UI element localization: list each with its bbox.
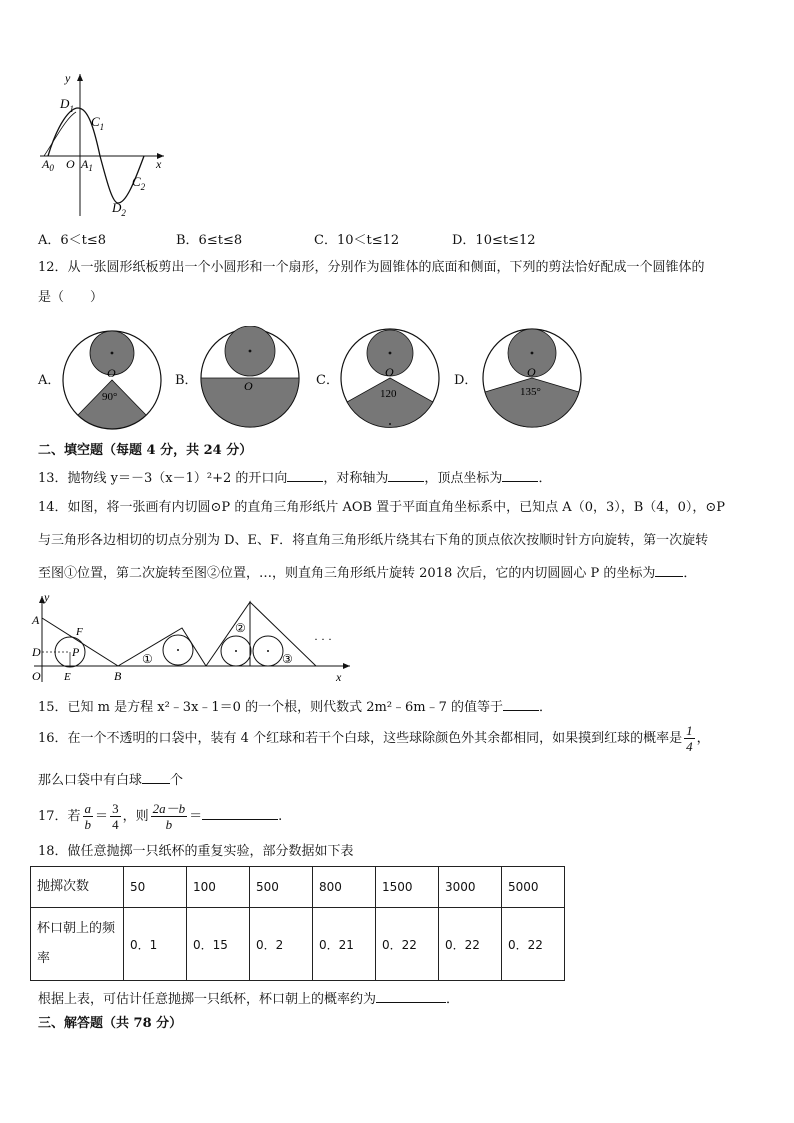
- q14-figure: [30, 590, 360, 686]
- q12-option-b-figure: [198, 326, 302, 430]
- q12-c-angle: 120: [380, 388, 397, 400]
- q11-x-label: x: [156, 157, 162, 171]
- q13-blank-3[interactable]: [502, 468, 538, 482]
- q18-row2-header: 杯口朝上的频率: [31, 908, 124, 981]
- q16-line1: [38, 722, 710, 756]
- q16-blank[interactable]: [142, 770, 170, 784]
- q18-count-cell: 5000: [502, 867, 565, 908]
- q18-freq-cell: 0．22: [376, 908, 439, 981]
- q17-end: .: [278, 809, 283, 824]
- section2-title: 二、填空题（每题 4 分，共 24 分）: [38, 443, 253, 458]
- q12-option-d-label[interactable]: D．: [454, 373, 478, 388]
- q18-after: [38, 989, 459, 1009]
- q18-row1-header: 抛掷次数: [31, 867, 124, 908]
- q11-c1-label: $C_1$: [91, 114, 105, 132]
- q14-mark-3: ③: [282, 652, 293, 666]
- q14-a-label: A: [32, 613, 40, 627]
- q17-line: 17．若 $\frac{a}{b}$ ＝ $\frac{3}{4}$ ，则 $\frac{2a-b}{b}$ ＝ .: [38, 801, 283, 832]
- q13-mid1: ，对称轴为: [323, 471, 389, 486]
- table-row: [31, 867, 565, 908]
- q15-end: ．: [539, 700, 553, 715]
- q18-freq-cell: 0．2: [250, 908, 313, 981]
- q13-end: ．: [538, 471, 552, 486]
- q11-y-label: y: [65, 71, 71, 85]
- q16-fraction: $\frac{1}{4}$: [686, 723, 693, 754]
- q18-freq-cell: 0．15: [187, 908, 250, 981]
- q13-pre: 13．抛物线 y＝－3（x－1）²+2 的开口向: [38, 471, 288, 486]
- q11-d1-label: $D_1$: [60, 96, 74, 114]
- q14-line3-text: 至图①位置，第二次旋转至图②位置，…，则直角三角形纸片旋转 2018 次后，它的内切圆圆心 P 的坐标为: [38, 566, 656, 581]
- q14-b-label: B: [114, 669, 122, 683]
- q11-option-a[interactable]: A．6＜t≤8: [38, 233, 107, 248]
- q18-count-cell: 3000: [439, 867, 502, 908]
- q18-count-cell: 50: [124, 867, 187, 908]
- q14-line2: 与三角形各边相切的切点分别为 D、E、F．将直角三角形纸片绕其右下角的顶点依次按顺时针方向旋转，第一次旋转: [38, 533, 709, 548]
- q14-line1: 14．如图，将一张画有内切圆⊙P 的直角三角形纸片 AOB 置于平面直角坐标系中，已知点 A（0，3），B（4，0），⊙P: [38, 500, 725, 515]
- q12-option-a-figure: [60, 328, 164, 432]
- q18-count-cell: 500: [250, 867, 313, 908]
- q17-mid: ，则: [122, 809, 149, 824]
- q18-freq-cell: 0．1: [124, 908, 187, 981]
- q18-blank[interactable]: [376, 989, 446, 1003]
- q17-fraction-a-b: $\frac{a}{b}$: [84, 801, 92, 832]
- q13-line: [38, 468, 551, 488]
- q12-option-a-label[interactable]: A．: [38, 373, 61, 388]
- q11-o-label: O: [66, 157, 75, 171]
- q18-freq-cell: 0．22: [439, 908, 502, 981]
- q18-intro: 18．做任意抛掷一只纸杯的重复实验，部分数据如下表: [38, 844, 354, 859]
- q16-line2: [38, 770, 183, 790]
- q14-e-label: E: [64, 671, 71, 683]
- q14-o-label: O: [32, 669, 41, 683]
- q14-blank[interactable]: [655, 563, 683, 577]
- q13-blank-1[interactable]: [287, 468, 323, 482]
- q16-line2-pre: 那么口袋中有白球: [38, 773, 143, 788]
- q12-text-line2: 是（ ）: [38, 290, 104, 305]
- q13-mid2: ，顶点坐标为: [424, 471, 503, 486]
- q15-blank[interactable]: [503, 697, 539, 711]
- q11-d2-label: $D_2$: [112, 200, 126, 218]
- q14-mark-1: ①: [142, 652, 153, 666]
- q12-b-center: O: [244, 379, 253, 393]
- q16-line2-end: 个: [170, 773, 184, 788]
- q11-option-b[interactable]: B．6≤t≤8: [176, 233, 243, 248]
- q18-freq-cell: 0．21: [313, 908, 376, 981]
- q17-fraction-expr: $\frac{2a-b}{b}$: [152, 801, 186, 832]
- table-row: [31, 908, 565, 981]
- q11-option-d[interactable]: D．10≤t≤12: [452, 233, 536, 248]
- q12-d-center: O: [527, 365, 536, 379]
- q12-c-center: O: [385, 365, 394, 379]
- q12-option-d-figure: [480, 326, 584, 430]
- q17-fraction-3-4: $\frac{3}{4}$: [112, 801, 119, 832]
- q11-option-c[interactable]: C．10＜t≤12: [314, 233, 400, 248]
- q14-mark-2: ②: [235, 621, 246, 635]
- q15-pre: 15．已知 m 是方程 x²﹣3x﹣1＝0 的一个根，则代数式 2m²﹣6m﹣7 的值等于: [38, 700, 504, 715]
- q17-pre: 17．若: [38, 809, 81, 824]
- q14-dots: · · ·: [314, 632, 332, 646]
- q16-pre: 16．在一个不透明的口袋中，装有 4 个红球和若干个白球，这些球除颜色外其余都相同，如果摸到红球的概率是: [38, 731, 683, 746]
- q14-line3: [38, 563, 696, 583]
- q13-blank-2[interactable]: [388, 468, 424, 482]
- q12-text-line1: 12．从一张圆形纸板剪出一个小圆形和一个扇形，分别作为圆锥体的底面和侧面，下列的剪法恰好配成一个圆锥体的: [38, 260, 705, 275]
- q14-p-label: P: [72, 645, 80, 659]
- q14-end: ．: [683, 566, 697, 581]
- q11-graph: [36, 68, 176, 220]
- q12-a-angle: 90°: [102, 391, 118, 403]
- q16-end: ，: [696, 731, 710, 746]
- q15-line: [38, 697, 552, 717]
- q11-a0-label: $A_0$: [42, 157, 54, 173]
- q14-y-label: y: [44, 590, 50, 604]
- q18-freq-cell: 0．22: [502, 908, 565, 981]
- q12-option-c-figure: [338, 326, 442, 430]
- section3-title: 三、解答题（共 78 分）: [38, 1016, 183, 1031]
- q18-after-pre: 根据上表，可估计任意抛掷一只纸杯，杯口朝上的概率约为: [38, 992, 377, 1007]
- q12-a-center: O: [107, 366, 116, 380]
- q18-table: [30, 866, 565, 981]
- q18-count-cell: 100: [187, 867, 250, 908]
- q11-c2-label: $C_2$: [132, 174, 146, 192]
- q12-d-angle: 135°: [520, 386, 541, 398]
- q18-count-cell: 800: [313, 867, 376, 908]
- q14-d-label: D: [32, 645, 41, 659]
- q18-count-cell: 1500: [376, 867, 439, 908]
- q17-blank[interactable]: [202, 806, 278, 820]
- q12-option-c-label[interactable]: C．: [316, 373, 339, 388]
- q12-option-b-label[interactable]: B．: [175, 373, 198, 388]
- q11-a1-label: $A_1$: [81, 157, 93, 173]
- q14-f-label: F: [76, 626, 83, 638]
- q18-after-end: ．: [446, 992, 460, 1007]
- q14-x-label: x: [336, 670, 342, 684]
